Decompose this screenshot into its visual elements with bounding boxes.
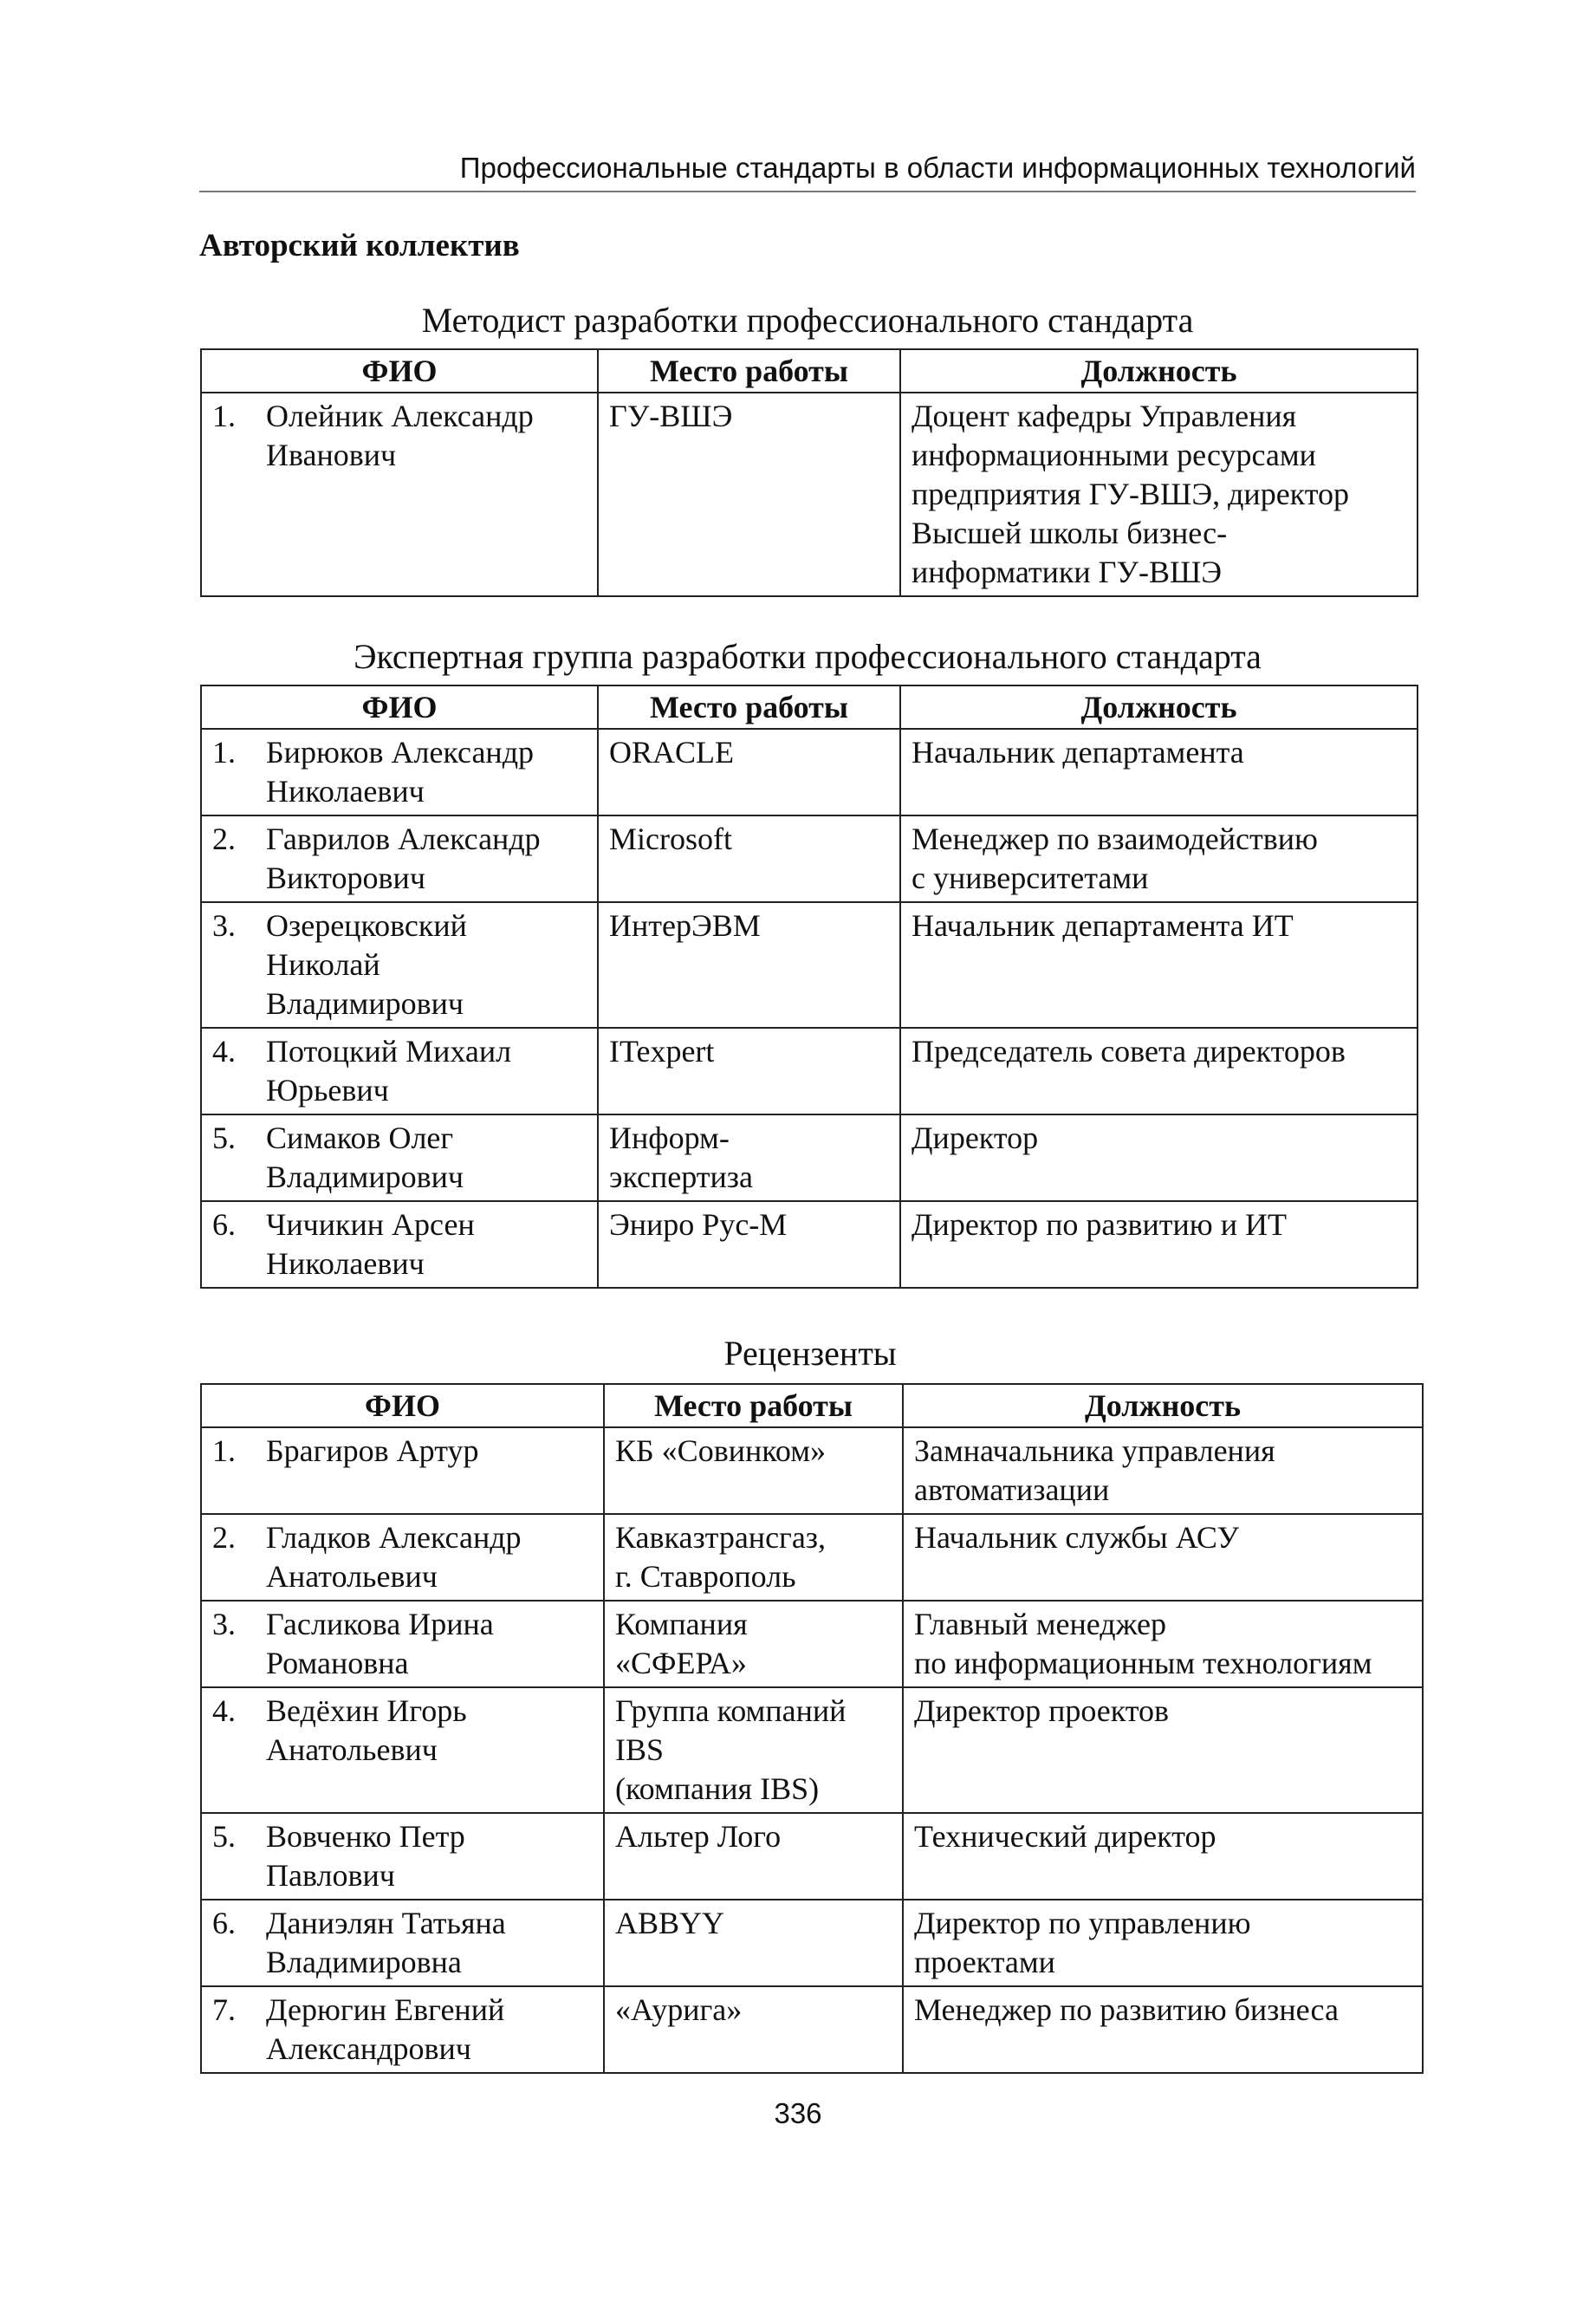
table-row: [201, 815, 1418, 902]
row-number: 1.: [212, 1433, 236, 1468]
running-header: [199, 146, 1416, 192]
person-name: Гасликова Ирина Романовна: [266, 1607, 494, 1680]
person-name: Гладков Александр Анатольевич: [266, 1520, 522, 1594]
row-number: 1.: [212, 735, 236, 770]
name-cell: [201, 1601, 604, 1687]
position-cell: Председатель совета директоров: [900, 1028, 1418, 1114]
row-number: 6.: [212, 1906, 236, 1940]
table-row: [201, 1201, 1418, 1288]
position-cell: Технический директор: [903, 1813, 1423, 1900]
reviewers-rows: [201, 1427, 1423, 2073]
person-name: Бирюков Александр Николаевич: [266, 735, 535, 809]
position-cell: Доцент кафедры Управления информационными ресурсами предприятия ГУ-ВШЭ, директор Высшей школы бизнес- информатики ГУ-ВШЭ: [900, 393, 1418, 596]
name-cell: [201, 1986, 604, 2073]
table-row: [201, 1900, 1423, 1986]
table-row: [201, 1687, 1423, 1813]
row-number: 4.: [212, 1693, 236, 1728]
workplace-cell: ABBYY: [604, 1900, 903, 1986]
reviewers-table: [200, 1383, 1424, 2074]
person-name: Озерецковский Николай Владимирович: [266, 908, 467, 1021]
section-heading: Авторский коллектив: [199, 228, 520, 263]
person-name: Потоцкий Михаил Юрьевич: [266, 1034, 512, 1108]
methodologist-table: [200, 348, 1418, 597]
person-name: Гаврилов Александр Викторович: [266, 822, 541, 895]
table-header-row: [201, 1384, 1423, 1427]
name-cell: [201, 1900, 604, 1986]
position-cell: Начальник департамента ИТ: [900, 902, 1418, 1028]
methodologist-rows: [201, 393, 1418, 596]
person-name: Вовченко Петр Павлович: [266, 1819, 465, 1893]
name-cell: [201, 393, 598, 596]
row-number: 3.: [212, 908, 236, 943]
person-name: Симаков Олег Владимирович: [266, 1121, 464, 1194]
table-row: [201, 1114, 1418, 1201]
row-number: 5.: [212, 1819, 236, 1854]
person-name: Дерюгин Евгений Александрович: [266, 1992, 505, 2066]
name-cell: [201, 729, 598, 815]
table-header-row: [201, 349, 1418, 393]
person-name: Олейник Александр Иванович: [266, 399, 534, 472]
reviewers-caption: Рецензенты: [723, 1334, 897, 1373]
row-number: 1.: [212, 399, 236, 433]
workplace-cell: Информ- экспертиза: [598, 1114, 900, 1201]
row-number: 2.: [212, 1520, 236, 1555]
workplace-cell: ITexpert: [598, 1028, 900, 1114]
workplace-cell: Эниро Рус-М: [598, 1201, 900, 1288]
methodologist-caption: Методист разработки профессионального стандарта: [421, 301, 1194, 340]
position-cell: Замначальника управления автоматизации: [903, 1427, 1423, 1514]
table-row: [201, 902, 1418, 1028]
position-cell: Менеджер по развитию бизнеса: [903, 1986, 1423, 2073]
col-header-position: Должность: [900, 349, 1418, 393]
position-cell: Директор проектов: [903, 1687, 1423, 1813]
workplace-cell: ORACLE: [598, 729, 900, 815]
row-number: 6.: [212, 1207, 236, 1242]
position-cell: Менеджер по взаимодействию с университетами: [900, 815, 1418, 902]
workplace-cell: Компания «СФЕРА»: [604, 1601, 903, 1687]
col-header-name: ФИО: [201, 685, 598, 729]
workplace-cell: КБ «Совинком»: [604, 1427, 903, 1514]
name-cell: [201, 902, 598, 1028]
experts-caption: Экспертная группа разработки профессионального стандарта: [354, 637, 1262, 676]
col-header-position: Должность: [903, 1384, 1423, 1427]
person-name: Даниэлян Татьяна Владимировна: [266, 1906, 506, 1979]
name-cell: [201, 1028, 598, 1114]
col-header-name: ФИО: [201, 1384, 604, 1427]
workplace-cell: ГУ-ВШЭ: [598, 393, 900, 596]
workplace-cell: ИнтерЭВМ: [598, 902, 900, 1028]
name-cell: [201, 815, 598, 902]
experts-rows: [201, 729, 1418, 1288]
table-row: [201, 729, 1418, 815]
position-cell: Директор по управлению проектами: [903, 1900, 1423, 1986]
experts-table: [200, 685, 1418, 1289]
position-cell: Директор: [900, 1114, 1418, 1201]
col-header-name: ФИО: [201, 349, 598, 393]
person-name: Ведёхин Игорь Анатольевич: [266, 1693, 467, 1767]
table-header-row: [201, 685, 1418, 729]
name-cell: [201, 1201, 598, 1288]
workplace-cell: Кавказтрансгаз, г. Ставрополь: [604, 1514, 903, 1601]
row-number: 5.: [212, 1121, 236, 1155]
row-number: 2.: [212, 822, 236, 856]
person-name: Брагиров Артур: [266, 1433, 479, 1468]
name-cell: [201, 1687, 604, 1813]
col-header-workplace: Место работы: [598, 349, 900, 393]
workplace-cell: «Аурига»: [604, 1986, 903, 2073]
table-row: [201, 1986, 1423, 2073]
name-cell: [201, 1114, 598, 1201]
position-cell: Начальник департамента: [900, 729, 1418, 815]
table-row: [201, 393, 1418, 596]
table-row: [201, 1028, 1418, 1114]
running-title: Профессиональные стандарты в области информационных технологий: [459, 152, 1416, 184]
table-row: [201, 1427, 1423, 1514]
name-cell: [201, 1514, 604, 1601]
workplace-cell: Альтер Лого: [604, 1813, 903, 1900]
position-cell: Главный менеджер по информационным технологиям: [903, 1601, 1423, 1687]
person-name: Чичикин Арсен Николаевич: [266, 1207, 475, 1281]
col-header-workplace: Место работы: [604, 1384, 903, 1427]
row-number: 4.: [212, 1034, 236, 1069]
page-number: 336: [774, 2097, 822, 2129]
table-row: [201, 1601, 1423, 1687]
position-cell: Директор по развитию и ИТ: [900, 1201, 1418, 1288]
col-header-workplace: Место работы: [598, 685, 900, 729]
workplace-cell: Microsoft: [598, 815, 900, 902]
name-cell: [201, 1427, 604, 1514]
row-number: 3.: [212, 1607, 236, 1641]
row-number: 7.: [212, 1992, 236, 2027]
table-row: [201, 1514, 1423, 1601]
name-cell: [201, 1813, 604, 1900]
col-header-position: Должность: [900, 685, 1418, 729]
workplace-cell: Группа компаний IBS (компания IBS): [604, 1687, 903, 1813]
table-row: [201, 1813, 1423, 1900]
position-cell: Начальник службы АСУ: [903, 1514, 1423, 1601]
